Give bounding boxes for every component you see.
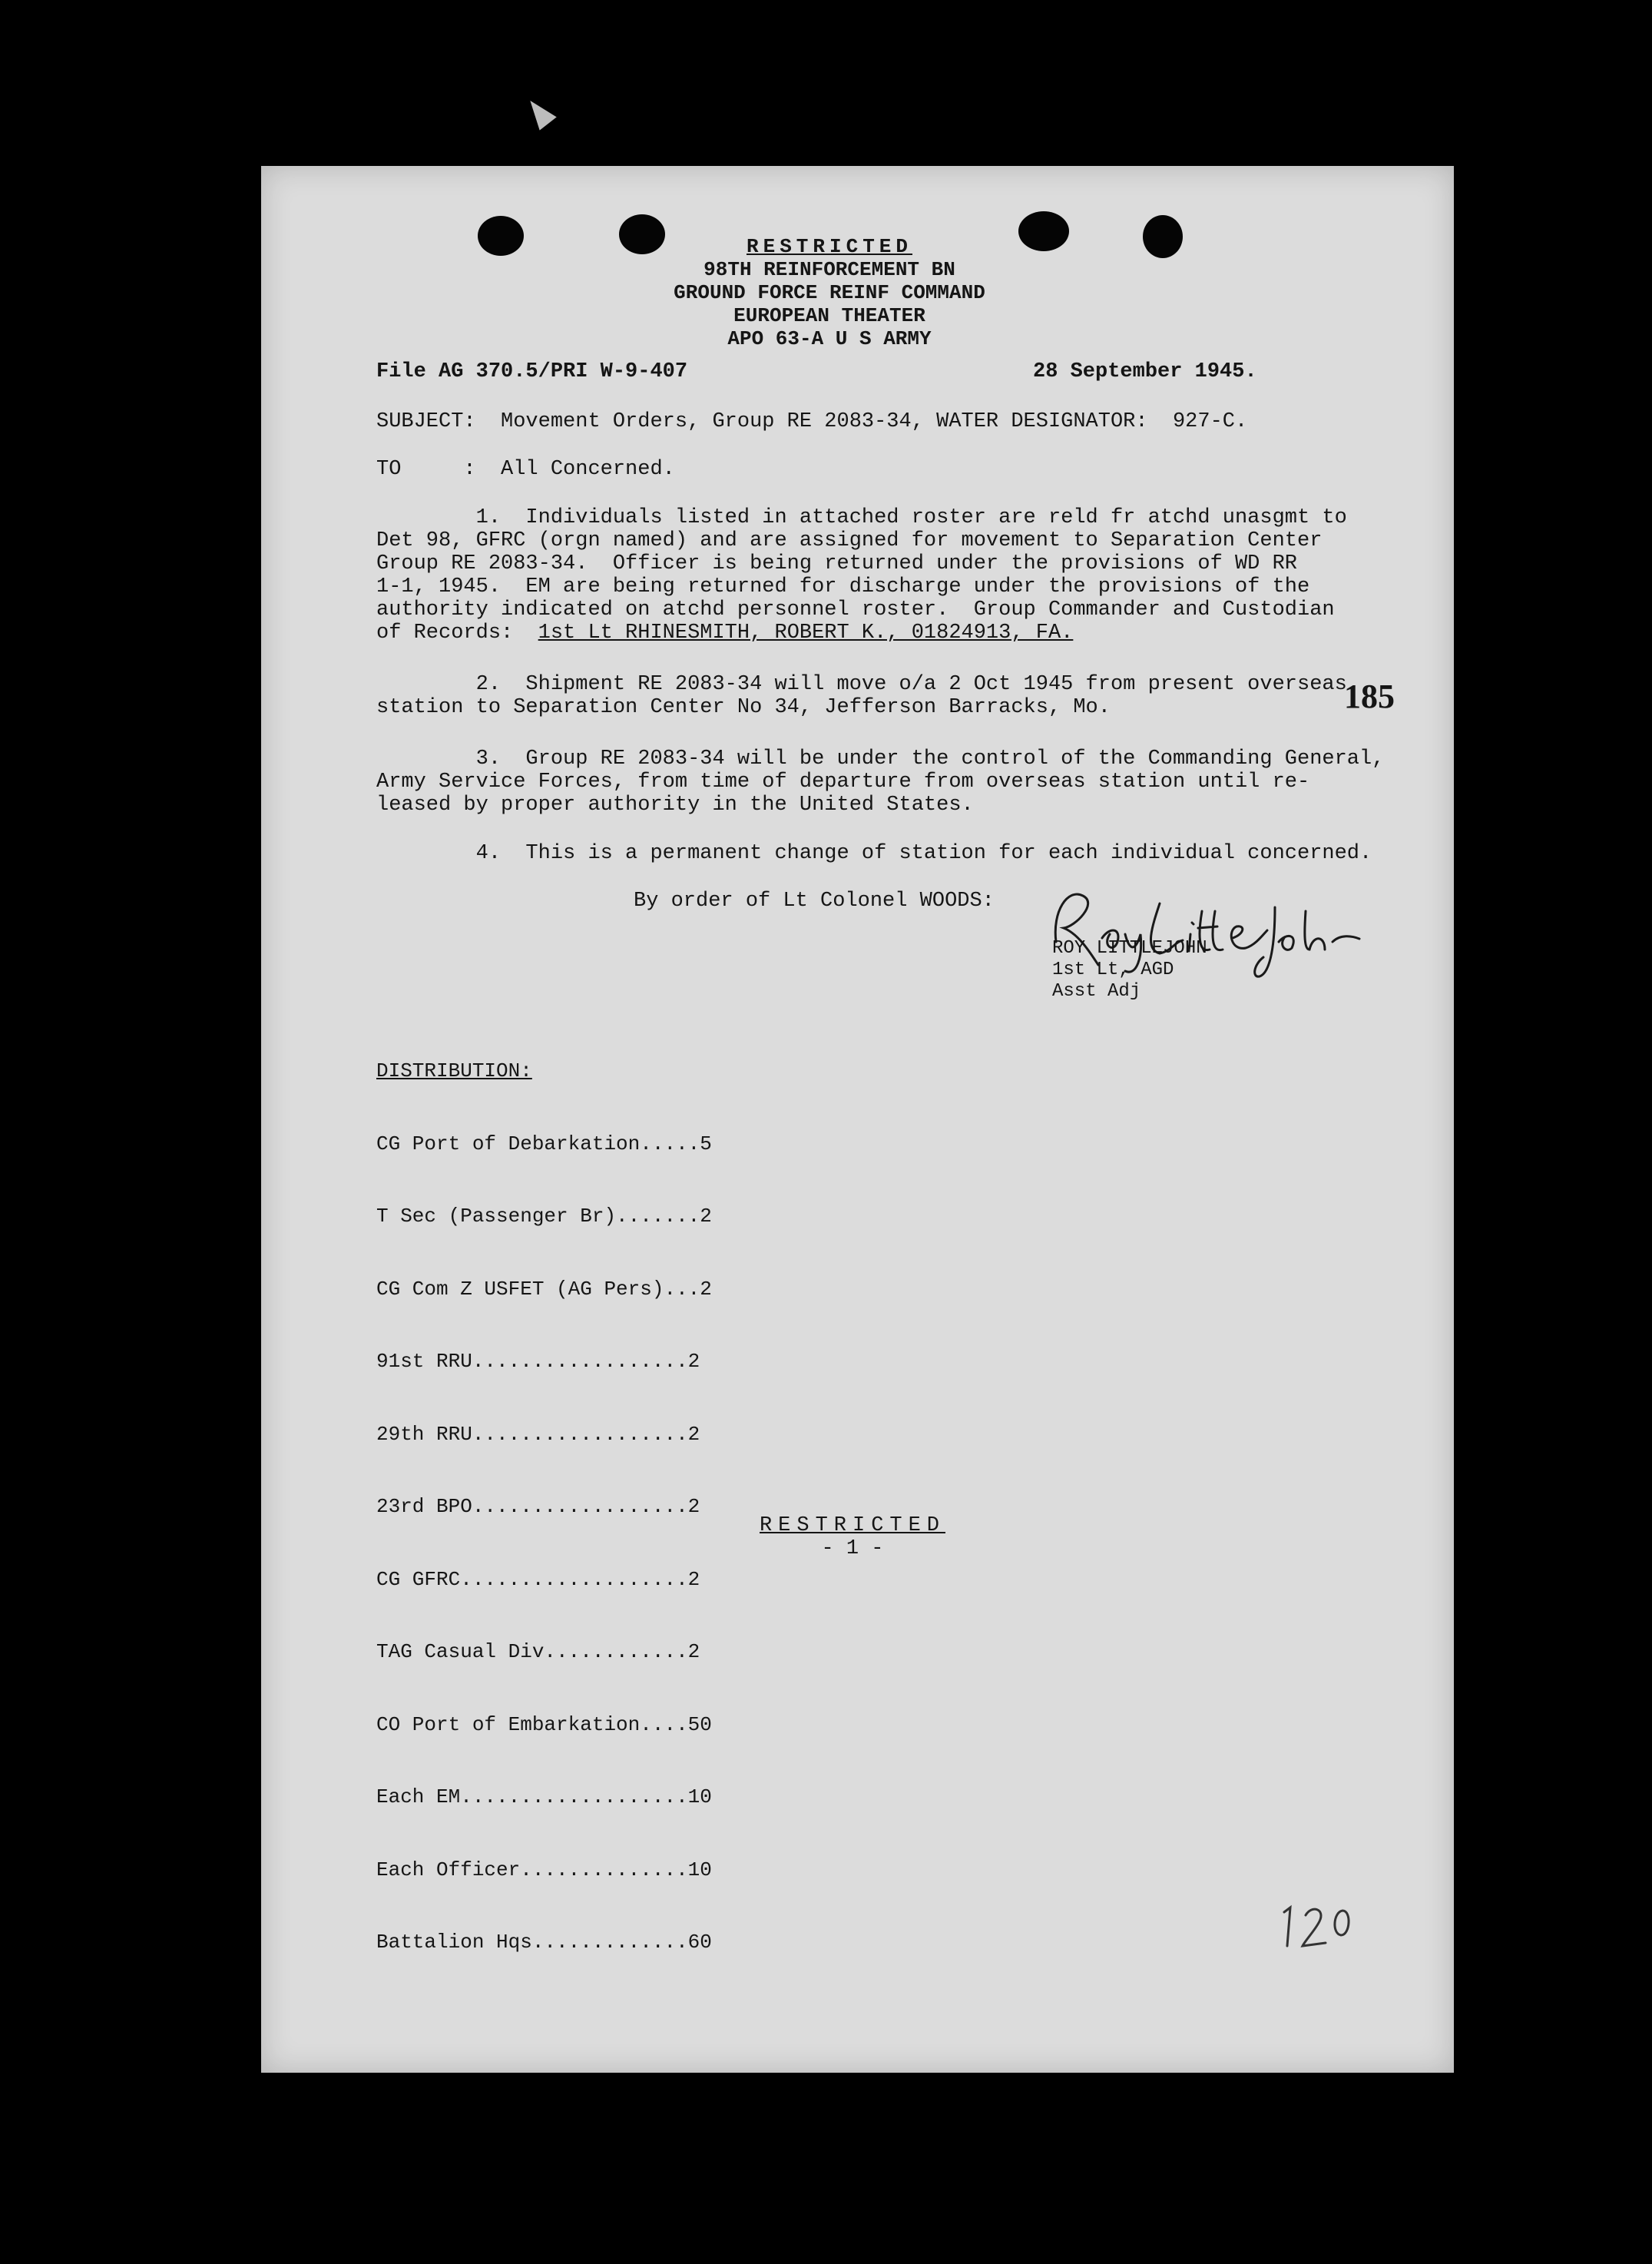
distribution-list bbox=[376, 1011, 712, 2004]
letterhead-line: 98TH REINFORCEMENT BN bbox=[704, 258, 955, 281]
signer-title: Asst Adj bbox=[1052, 981, 1141, 1002]
classification-bottom: RESTRICTED bbox=[759, 1514, 946, 1537]
distribution-item: CG GFRC...................2 bbox=[376, 1567, 700, 1591]
handwritten-page-number bbox=[1275, 1898, 1367, 1960]
signer-name: ROY LITTLEJOHN bbox=[1052, 938, 1207, 959]
distribution-item: Battalion Hqs.............60 bbox=[376, 1931, 712, 1954]
distribution-item: TAG Casual Div............2 bbox=[376, 1640, 700, 1663]
to-line: TO : All Concerned. bbox=[376, 458, 675, 481]
scan-artifact-mark bbox=[521, 94, 556, 130]
by-order-line: By order of Lt Colonel WOODS: bbox=[634, 890, 995, 913]
letterhead-line: GROUND FORCE REINF COMMAND bbox=[674, 281, 985, 304]
distribution-item: 29th RRU..................2 bbox=[376, 1422, 700, 1446]
subject-line: SUBJECT: Movement Orders, Group RE 2083-34, WATER DESIGNATOR: 927-C. bbox=[376, 410, 1248, 433]
letterhead-line: EUROPEAN THEATER bbox=[733, 304, 925, 327]
document-date: 28 September 1945. bbox=[1033, 360, 1257, 383]
file-reference: File AG 370.5/PRI W-9-407 bbox=[376, 360, 688, 383]
distribution-item: 23rd BPO..................2 bbox=[376, 1495, 700, 1518]
distribution-item: CG Com Z USFET (AG Pers)...2 bbox=[376, 1277, 712, 1301]
distribution-heading: DISTRIBUTION: bbox=[376, 1059, 532, 1082]
distribution-item: Each EM...................10 bbox=[376, 1785, 712, 1808]
paragraph-4: 4. This is a permanent change of station for each individual concerned. bbox=[376, 842, 1372, 865]
distribution-item: CO Port of Embarkation....50 bbox=[376, 1712, 712, 1736]
stamp-number: 185 bbox=[1344, 678, 1395, 715]
paragraph-2: 2. Shipment RE 2083-34 will move o/a 2 Oct 1945 from present overseas station to Separation Center No 34, Jefferson Barracks, Mo. bbox=[376, 673, 1347, 719]
signer-rank: 1st Lt, AGD bbox=[1052, 960, 1174, 980]
punch-hole bbox=[478, 216, 524, 256]
document-sheet bbox=[261, 166, 1454, 2073]
letterhead-line: APO 63-A U S ARMY bbox=[727, 327, 932, 350]
group-commander-name: 1st Lt RHINESMITH, ROBERT K., 01824913, FA. bbox=[538, 622, 1074, 645]
page-footer bbox=[699, 1514, 1006, 1560]
distribution-item: T Sec (Passenger Br).......2 bbox=[376, 1205, 712, 1228]
punch-hole bbox=[1143, 215, 1183, 258]
signature-block bbox=[1052, 938, 1207, 1003]
paragraph-1-text: 1. Individuals listed in attached roster are reld fr atchd unasgmt to Det 98, GFRC (orgn named) and are assigned for movement to Separation Center Group RE 2083-34. Officer is being returned under the provisions of WD RR 1-1, 1945. EM are being returned for discharge under the provisions of the authority indicated on atchd personnel roster. Group Commander and Custodian of Records: bbox=[376, 506, 1347, 645]
distribution-item: CG Port of Debarkation.....5 bbox=[376, 1132, 712, 1155]
paragraph-1 bbox=[376, 506, 1444, 645]
distribution-item: 91st RRU..................2 bbox=[376, 1350, 700, 1373]
letterhead bbox=[599, 235, 1060, 350]
paragraph-3: 3. Group RE 2083-34 will be under the control of the Commanding General, Army Service Forces, from time of departure from overseas station until re- leased by proper authority in the United States. bbox=[376, 747, 1385, 817]
distribution-item: Each Officer..............10 bbox=[376, 1858, 712, 1881]
page-number: - 1 - bbox=[821, 1537, 884, 1560]
classification-top: RESTRICTED bbox=[746, 235, 913, 258]
